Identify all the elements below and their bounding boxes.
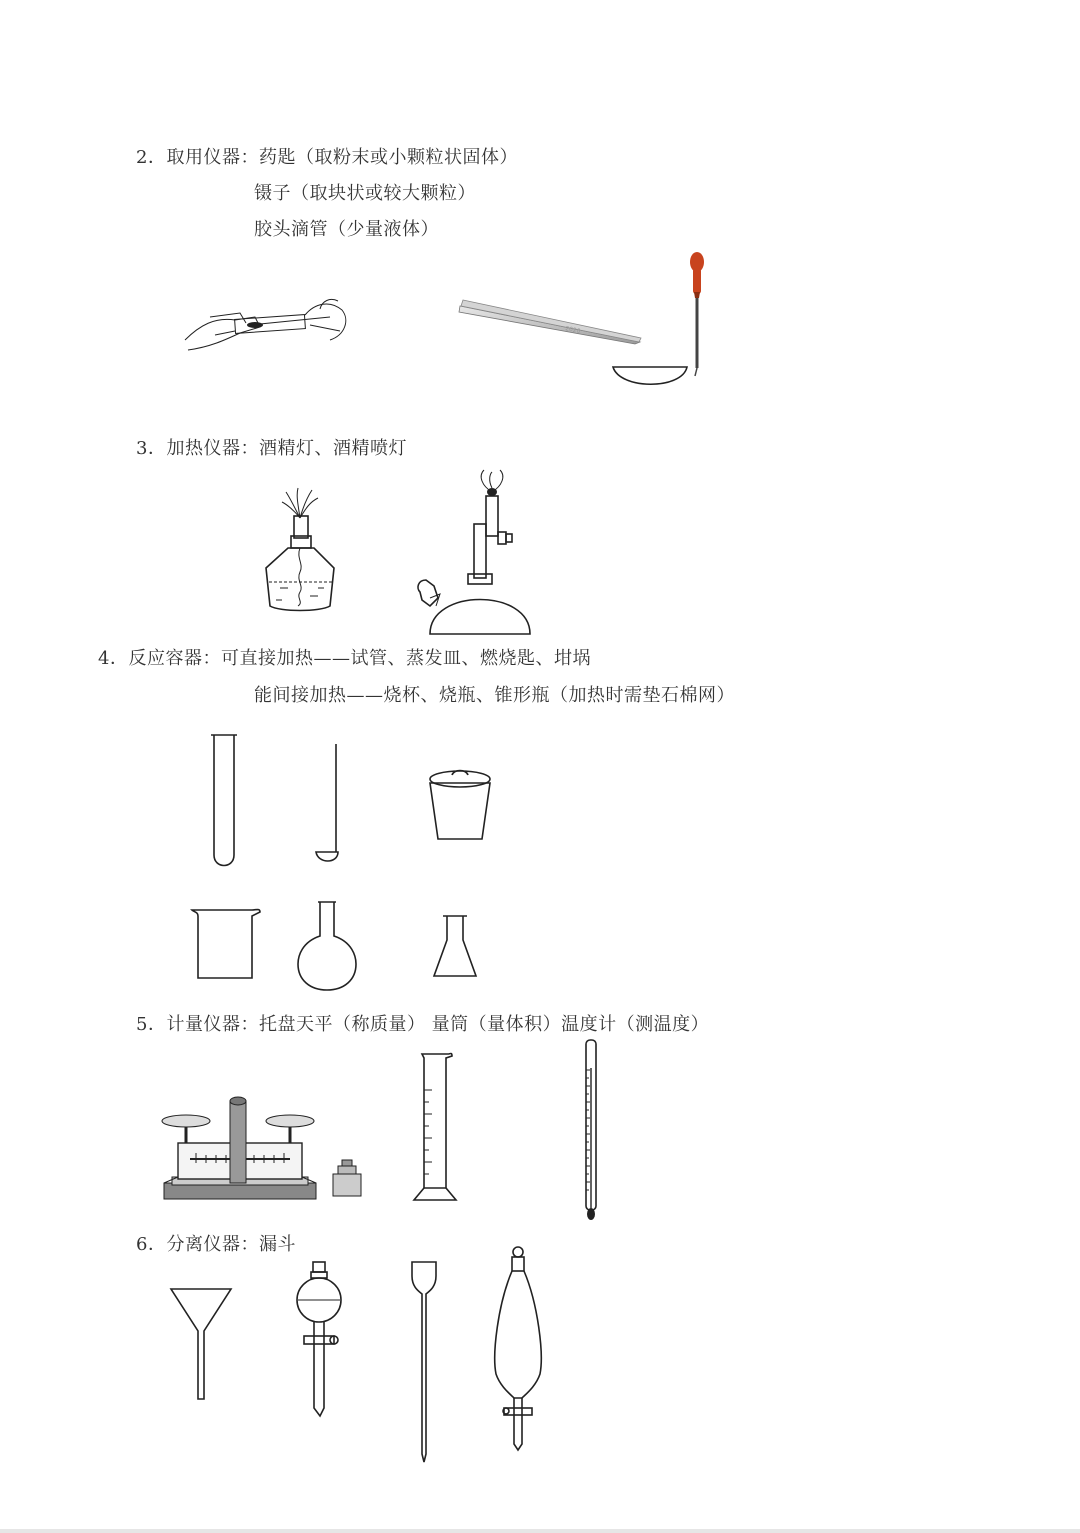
pear-separatory-funnel bbox=[488, 1244, 548, 1450]
beaker-illustration bbox=[190, 906, 262, 980]
section2-dropper-text: 胶头滴管（少量液体） bbox=[254, 219, 439, 240]
spherical-separatory-funnel bbox=[290, 1260, 350, 1420]
measuring-cylinder-illustration bbox=[410, 1050, 460, 1204]
balance-scale-illustration bbox=[160, 1093, 320, 1205]
funnel-illustration bbox=[168, 1285, 234, 1403]
section2-heading: 2．取用仪器：药匙（取粉末或小颗粒状固体） bbox=[136, 147, 518, 168]
section2-tweezers-text: 镊子（取块状或较大颗粒） bbox=[254, 183, 476, 204]
alcohol-blowtorch-illustration bbox=[412, 468, 538, 636]
section3-heading: 3．加热仪器：酒精灯、酒精喷灯 bbox=[136, 438, 407, 459]
section4-heading: 4．反应容器：可直接加热——试管、蒸发皿、燃烧匙、坩埚 bbox=[98, 648, 591, 669]
svg-text:2020: 2020 bbox=[564, 325, 581, 336]
section5-heading: 5．计量仪器：托盘天平（称质量） 量筒（量体积）温度计（测温度） bbox=[136, 1014, 710, 1035]
round-flask-illustration bbox=[296, 898, 358, 992]
weight-illustration bbox=[330, 1158, 364, 1198]
conical-flask-illustration bbox=[430, 912, 480, 980]
test-tube-illustration bbox=[208, 733, 240, 871]
crucible-illustration bbox=[424, 767, 496, 843]
spoon-hands-illustration bbox=[180, 295, 355, 360]
evaporating-dish-small bbox=[610, 362, 690, 397]
page-bottom-edge bbox=[0, 1529, 1080, 1533]
tweezers-illustration bbox=[455, 298, 645, 348]
thermometer-illustration bbox=[580, 1038, 602, 1222]
dropper-illustration bbox=[685, 248, 709, 378]
alcohol-lamp-illustration bbox=[260, 488, 340, 616]
section6-heading: 6．分离仪器：漏斗 bbox=[136, 1234, 296, 1255]
combustion-spoon-illustration bbox=[312, 742, 342, 864]
section4-indirect-text: 能间接加热——烧杯、烧瓶、锥形瓶（加热时需垫石棉网） bbox=[254, 685, 735, 706]
long-neck-funnel-illustration bbox=[404, 1258, 444, 1464]
